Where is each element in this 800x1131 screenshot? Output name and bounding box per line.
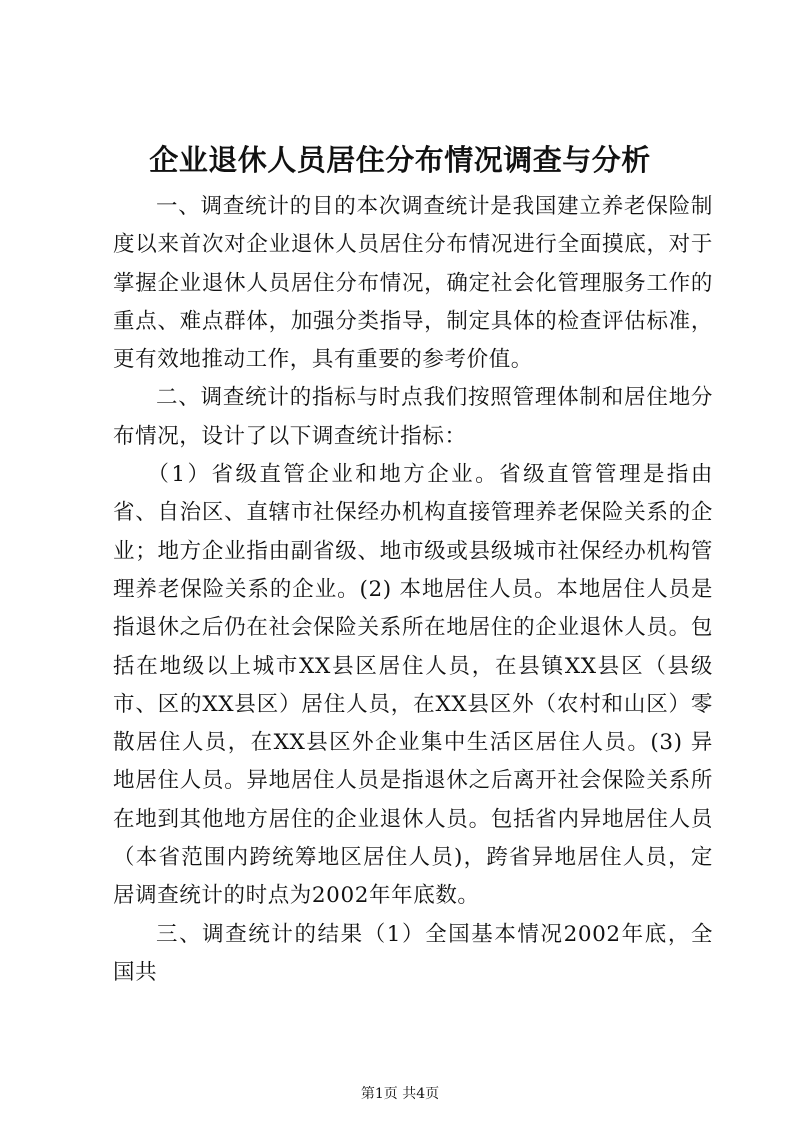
page-footer: 第1页 共4页 — [360, 1086, 440, 1102]
paragraph-purpose: 一、调查统计的目的本次调查统计是我国建立养老保险制度以来首次对企业退休人员居住分布情况进行全面摸底，对于掌握企业退休人员居住分布情况，确定社会化管理服务工作的重点、难点群体，加强分类指导，制定具体的检查评估标准，更有效地推动工作，具有重要的参考价值。 — [113, 194, 713, 373]
paragraph-results: 三、调查统计的结果（1）全国基本情况2002年底，全国共 — [113, 921, 713, 985]
document-title: 企业退休人员居住分布情况调查与分析 — [149, 143, 651, 177]
paragraph-indicators: 二、调查统计的指标与时点我们按照管理体制和居住地分布情况，设计了以下调查统计指标： — [113, 385, 713, 449]
paragraph-indicator-details: （1）省级直管企业和地方企业。省级直管管理是指由省、自治区、直辖市社保经办机构直接管理养老保险关系的企业；地方企业指由副省级、地市级或县级城市社保经办机构管理养老保险关系的企业。(2) 本地居住人员。本地居住人员是指退休之后仍在社会保险关系所在地居住的企业退休人员。包括在地级以上城市XX县区居住人员，在县镇XX县区（县级市、区的XX县区）居住人员，在XX县区外（农村和山区）零散居住人员，在XX县区外企业集中生活区居住人员。(3) 异地居住人员。异地居住人员是指退休之后离开社会保险关系所在地到其他地方居住的企业退休人员。包括省内异地居住人员（本省范围内跨统筹地区居住人员)，跨省异地居住人员，定居调查统计的时点为2002年年底数。 — [113, 462, 713, 909]
document-body — [113, 188, 713, 992]
